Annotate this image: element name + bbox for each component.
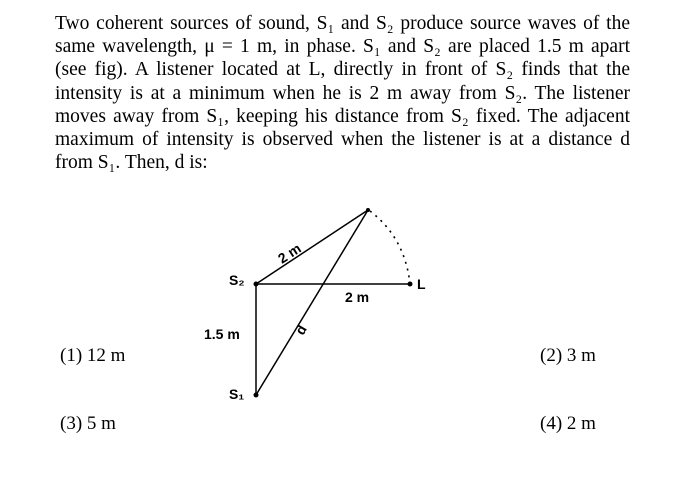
s2-point (254, 282, 259, 287)
s1-label: S₁ (229, 386, 245, 402)
option-4[interactable]: (4) 2 m (540, 413, 596, 434)
slant-distance-label: 2 m (274, 239, 304, 267)
l-point (408, 282, 413, 287)
dotted-arc (370, 211, 410, 284)
horizontal-distance-label: 2 m (345, 289, 370, 305)
l-label: L (417, 276, 426, 292)
option-3[interactable]: (3) 5 m (60, 413, 116, 434)
question-text: Two coherent sources of sound, S₁ and S₂ produce source waves of the same wavelength, μ = 1 m, in phase. S₁ and S₂ are placed 1.5 m apart (see fig). A listener located at L, directly in front of S₂ finds that the intensity is at a minimum when he is 2 m away from S₂. The listener moves away from S₁, keeping his distance from S₂ fixed. The adjacent maximum of intensity is observed when the listener is at a distance d from S₁. Then, d is: (55, 13, 630, 174)
separation-label: 1.5 m (204, 326, 240, 342)
s1-point (254, 393, 259, 398)
top-point (366, 208, 370, 212)
s2-slant-line (256, 210, 368, 284)
option-1[interactable]: (1) 12 m (60, 345, 126, 366)
s2-label: S₂ (229, 272, 245, 288)
d-label: d (291, 322, 310, 338)
option-2[interactable]: (2) 3 m (540, 345, 596, 366)
